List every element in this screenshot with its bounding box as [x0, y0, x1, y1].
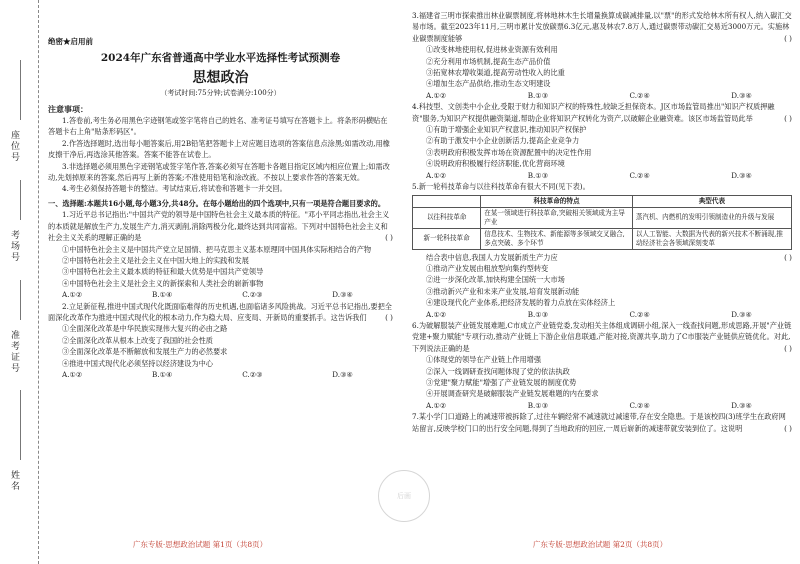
- q7-stem: 7.某小学门口道路上的减速带被拆除了,过往车辆经常不减速就过减速带,存在安全隐患。于是该校四(3)班学生在政府网站留言,反映学校门口的出行安全问题,得到了当地政府的回应,一周后崭新的减速带就安装到位了。这说明: [412, 412, 786, 433]
- question-6: [412, 320, 792, 411]
- q1-item-1: ①中国特色社会主义是中国共产党立足国情、把马克思主义基本原理同中国具体实际相结合的产物: [62, 244, 372, 254]
- table-header-cell: 典型代表: [632, 195, 791, 207]
- q2-option-a: A.①②: [62, 369, 83, 379]
- note-2: 2.作答选择题时,选出每小题答案后,用2B铅笔把答题卡上对应题目选项的答案信息点涂黑;如需改动,用橡皮擦干净后,再选涂其他答案。答案不能答在试卷上。: [48, 138, 390, 160]
- q1-item-3: ③中国特色社会主义最本质的特征和最大优势是中国共产党领导: [62, 267, 264, 277]
- q2-item-1: ①全面深化改革是中华民族实现伟大复兴的必由之路: [62, 324, 228, 334]
- q2-stem: 2.立足新征程,推进中国式现代化既面临难得的历史机遇,也面临诸多风险挑战。习近平总书记指出,要把全面深化改革作为推进中国式现代化的根本动力,作为稳大局、应变局、开新局的重要抓手。这告诉我们: [48, 301, 392, 322]
- q5-item-1: ①推动产业发展由粗放型向集约型转变: [426, 263, 549, 273]
- notes-heading: 注意事项：: [48, 103, 88, 114]
- q3-option-d: D.③④: [731, 90, 752, 100]
- note-3: 3.非选择题必须用黑色字迹钢笔或签字笔作答,答案必须写在答题卡各题目指定区域内相应位置上;如需改动,先划掉原来的答案,然后再写上新的答案;不准使用铅笔和涂改液。不按以上要求作答的答案无效。: [48, 161, 390, 183]
- table-row: [413, 228, 792, 249]
- table-header-cell: 科技革命的特点: [481, 195, 633, 207]
- q4-option-b: B.①③: [527, 170, 549, 180]
- q5-answer-bracket: ( ): [784, 252, 792, 262]
- q1-answer-bracket: ( ): [385, 233, 393, 243]
- q5-item-3: ③推动新兴产业和未来产业发展,培育发展新动能: [426, 286, 580, 296]
- tech-revolution-table: [412, 195, 792, 250]
- q4-item-2: ②有助于激发中小企业创新活力,提高企业竞争力: [426, 136, 580, 146]
- note-1: 1.答卷前,考生务必用黑色字迹钢笔或签字笔将自己的姓名、准考证号填写在答题卡上。将条形码横贴在答题卡右上角"贴条形码区"。: [48, 116, 388, 137]
- table-cell: 新一轮科技革命: [413, 228, 481, 249]
- q6-item-3: ③党建"聚力赋能"增强了产业链发展的制度优势: [426, 377, 577, 387]
- q1-option-b: B.①④: [152, 290, 173, 300]
- q7-answer-bracket: ( ): [784, 423, 792, 433]
- secret-mark: 绝密★启用前: [48, 37, 93, 46]
- left-column: [48, 36, 393, 380]
- q5-option-a: A.①②: [426, 309, 447, 319]
- subject-title: 思想政治: [192, 69, 249, 86]
- table-cell: 以人工智能、大数据为代表的新兴技术不断涌现,推动经济社会各领域深刻变革: [632, 228, 791, 249]
- q5-option-d: D.③④: [731, 309, 752, 319]
- q4-option-a: A.①②: [426, 170, 447, 180]
- q3-option-b: B.①③: [527, 90, 549, 100]
- question-5: [412, 181, 792, 320]
- question-7: [412, 411, 792, 434]
- q5-item-2: ②进一步深化改革,加快构建全国统一大市场: [426, 275, 565, 285]
- q6-option-c: C.②④: [629, 400, 650, 410]
- q1-option-d: D.③④: [332, 290, 353, 300]
- table-cell: 在某一领域进行科技革命,突破相关领域成为主导产业: [481, 207, 633, 228]
- q1-stem: 1.习近平总书记指出:"中国共产党的领导是中国特色社会主义最本质的特征。"邓小平同志指出,社会主义的本质就是解放生产力,发展生产力,消灭剥削,消除两极分化,最终达到共同富裕。下列对中国特色社会主义和社会主义关系的理解正确的是: [48, 210, 390, 243]
- question-3: [412, 10, 792, 101]
- watermark-stamp: 后画: [378, 470, 430, 522]
- q1-option-c: C.②③: [242, 290, 263, 300]
- table-header-row: [413, 195, 792, 207]
- q2-item-4: ④推进中国式现代化必须坚持以经济建设为中心: [62, 358, 213, 368]
- q2-option-b: B.①④: [152, 369, 173, 379]
- q6-answer-bracket: ( ): [784, 343, 792, 353]
- right-page-footer: 广东专版·思想政治试题 第2页（共8页）: [532, 540, 668, 549]
- q6-item-4: ④开展调查研究是破解服装产业链发展难题的内在要求: [426, 389, 599, 399]
- question-4: [412, 101, 792, 181]
- q2-option-c: C.②③: [242, 369, 263, 379]
- q3-item-2: ②充分利用市场机制,提高生态产品价值: [426, 56, 551, 66]
- exam-info: （考试时间:75分钟;试卷满分:100分）: [160, 89, 281, 98]
- binding-margin: [0, 0, 39, 564]
- question-2: [48, 301, 393, 381]
- q5-option-c: C.②④: [629, 309, 650, 319]
- q2-item-2: ②全面深化改革从根本上改变了我国的社会性质: [62, 335, 213, 345]
- exam-title: 2024年广东省普通高中学业水平选择性考试预测卷: [100, 52, 341, 65]
- q6-item-1: ①体现党的领导在产业链上作用增强: [426, 355, 542, 365]
- table-cell: 以往科技革命: [413, 207, 481, 228]
- margin-label-seat: 座位号: [9, 130, 19, 163]
- q1-item-4: ④中国特色社会主义是社会主义的新探索和人类社会的崭新事物: [62, 278, 264, 288]
- q3-option-c: C.②④: [629, 90, 650, 100]
- q6-stem: 6.为破解服装产业链发展难题,C市成立产业链党委,发动相关主体组成调研小组,深入一线查找问题,形成思路,开展"产业链党建+聚力赋能"专项行动,推动产业链上下游企业信息联通,产能对接,资源共享,助力了C市服装产业链供应链优化。对此,下列说法正确的是: [412, 320, 792, 353]
- q4-item-1: ①有助于增强企业知识产权意识,推动知识产权保护: [426, 125, 587, 135]
- q3-item-3: ③拓宽林农增收渠道,提高劳动性收入的比重: [426, 68, 565, 78]
- margin-label-room: 考场号: [9, 230, 19, 263]
- q3-answer-bracket: ( ): [784, 33, 792, 43]
- q2-answer-bracket: ( ): [385, 312, 393, 322]
- margin-line: [20, 280, 21, 320]
- q4-stem: 4.科技型、文创类中小企业,受限于财力和知识产权的特殊性,较缺乏担保资本。J区市场监管局推出"知识产权质押融资"服务,为知识产权提供融资渠道,帮助企业将知识产权转化为资产,以破解企业融资难。该区市场监管局此举: [412, 102, 775, 123]
- table-row: [413, 207, 792, 228]
- q4-item-4: ④说明政府积极履行经济职能,优化营商环境: [426, 159, 565, 169]
- margin-label-ticket: 准考证号: [9, 330, 19, 374]
- q5-option-b: B.①③: [527, 309, 549, 319]
- table-header-cell: [413, 195, 481, 207]
- right-column: [412, 10, 792, 434]
- q2-option-d: D.③④: [332, 369, 353, 379]
- question-1: [48, 209, 393, 300]
- margin-line: [20, 180, 21, 220]
- q4-option-d: D.③④: [731, 170, 752, 180]
- margin-label-name: 姓名: [9, 470, 19, 492]
- q4-option-c: C.②④: [629, 170, 650, 180]
- q4-item-3: ③表明政府积极发挥市场在资源配置中的决定性作用: [426, 147, 592, 157]
- q6-option-b: B.①③: [527, 400, 549, 410]
- left-page-footer: 广东专版·思想政治试题 第1页（共8页）: [132, 540, 268, 549]
- q6-option-d: D.③④: [731, 400, 752, 410]
- table-cell: 信息技术、生物技术、新能源等多领域交叉融合,多点突破、多个环节: [481, 228, 633, 249]
- q3-stem: 3.福建省三明市探索推出林业碳票制度,将林地林木生长增量换算成碳减排量,以"票"的形式发给林木所有权人,纳入碳汇交易市场。截至2023年11月,三明市累计发放碳票6.3亿元,惠及林农7.8万人,通过碳票带动碳汇交易近3000万元。实施林业碳票制度能够: [412, 11, 792, 43]
- q6-item-2: ②深入一线调研查找问题体现了党的依法执政: [426, 366, 570, 376]
- note-4: 4.考生必须保持答题卡的整洁。考试结束后,将试卷和答题卡一并交回。: [62, 184, 287, 194]
- q4-answer-bracket: ( ): [784, 113, 792, 123]
- q2-item-3: ③全面深化改革是不断解放和发展生产力的必然要求: [62, 347, 228, 357]
- q5-stem: 5.新一轮科技革命与以往科技革命有很大不同(见下表)。: [412, 182, 590, 192]
- right-page: [397, 0, 800, 564]
- q3-item-1: ①改变林地使用权,促进林业资源有效利用: [426, 45, 558, 55]
- q3-item-4: ④增加生态产品供给,推动生态文明建设: [426, 79, 551, 89]
- q1-option-a: A.①②: [62, 290, 83, 300]
- margin-line: [20, 390, 21, 460]
- section-heading: 一、选择题:本题共16小题,每小题3分,共48分。在每小题给出的四个选项中,只有一项是符合题目要求的。: [48, 198, 386, 208]
- q3-option-a: A.①②: [426, 90, 447, 100]
- margin-line: [20, 60, 21, 120]
- q1-item-2: ②中国特色社会主义是社会主义在中国大地上的实践和发展: [62, 255, 249, 265]
- q5-lead: 结合表中信息,我国人力发展新质生产力应: [426, 252, 558, 262]
- table-cell: 蒸汽机、内燃机的发明引领制造业的升级与发展: [632, 207, 791, 228]
- q6-option-a: A.①②: [426, 400, 447, 410]
- q5-item-4: ④建设现代化产业体系,把经济发展的着力点放在实体经济上: [426, 298, 616, 308]
